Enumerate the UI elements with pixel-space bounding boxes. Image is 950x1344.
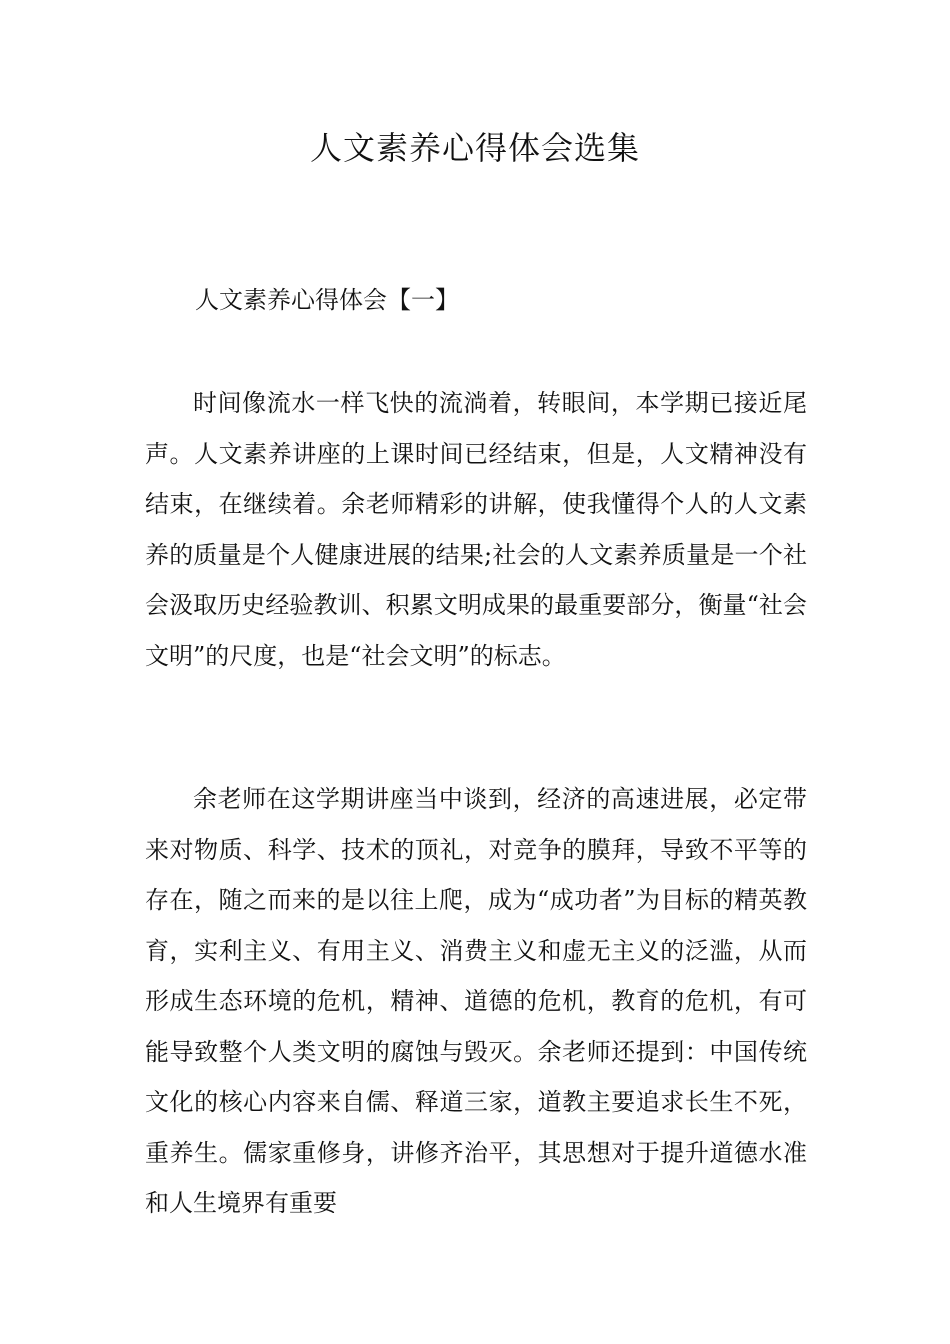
- body-paragraph-2: 余老师在这学期讲座当中谈到，经济的高速进展，必定带来对物质、科学、技术的顶礼，对竞争的膜拜，导致不平等的存在，随之而来的是以往上爬，成为“成功者”为目标的精英教育，实利主义、有用主义、消费主义和虚无主义的泛滥，从而形成生态环境的危机，精神、道德的危机，教育的危机，有可能导致整个人类文明的腐蚀与毁灭。余老师还提到：中国传统文化的核心内容来自儒、释道三家，道教主要追求长生不死，重养生。儒家重修身，讲修齐治平，其思想对于提升道德水准和人生境界有重要: [145, 785, 807, 1217]
- body-paragraph-1: 时间像流水一样飞快的流淌着，转眼间，本学期已接近尾声。人文素养讲座的上课时间已经结束，但是，人文精神没有结束，在继续着。余老师精彩的讲解，使我懂得个人的人文素养的质量是个人健康进展的结果;社会的人文素养质量是一个社会汲取历史经验教训、积累文明成果的最重要部分，衡量“社会文明”的尺度，也是“社会文明”的标志。: [145, 389, 807, 670]
- document-title: 人文素养心得体会选集: [309, 129, 640, 167]
- section-heading: 人文素养心得体会【一】: [195, 286, 459, 314]
